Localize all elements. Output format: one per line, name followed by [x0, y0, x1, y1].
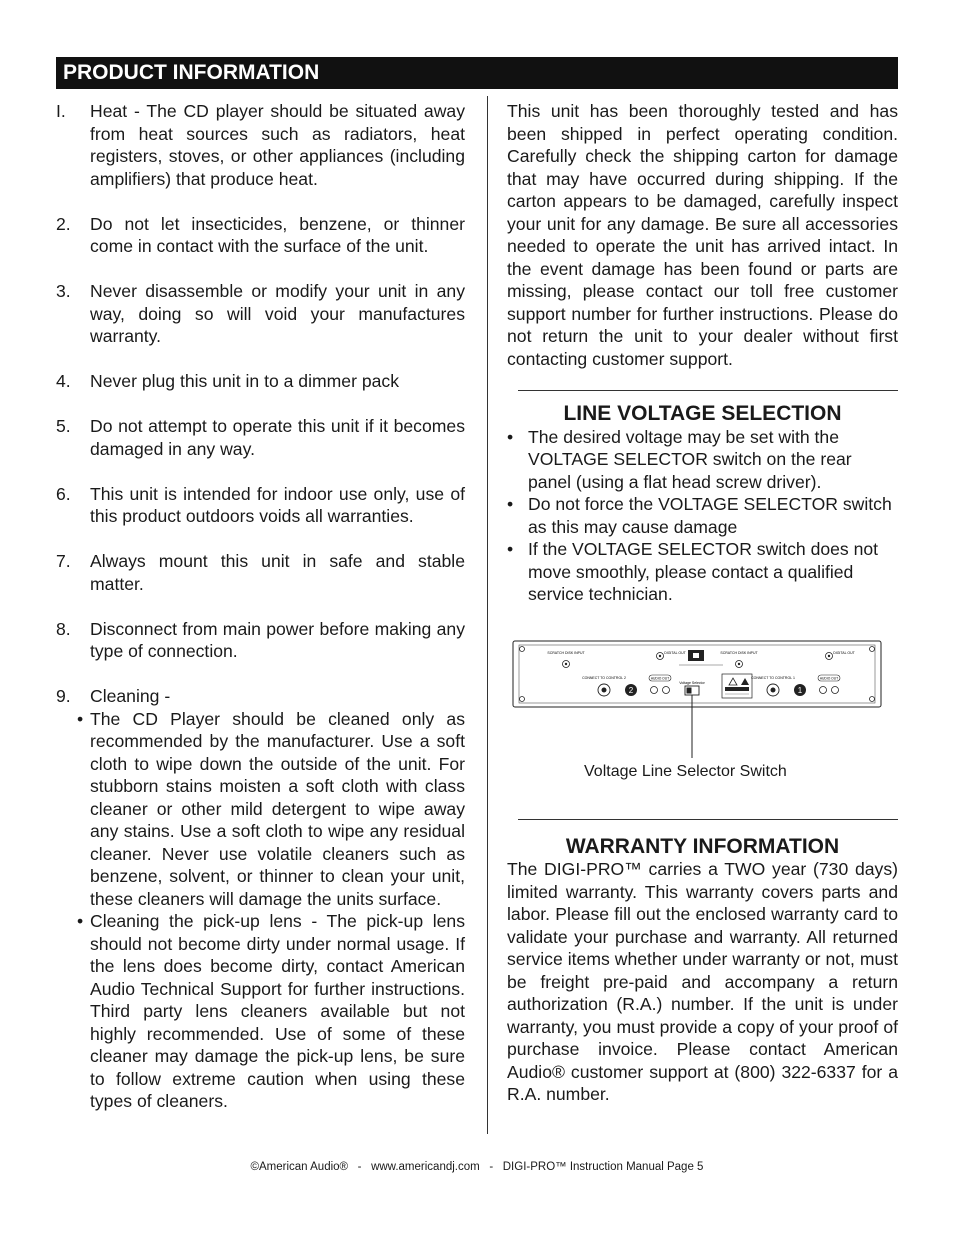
list-item [56, 370, 465, 393]
panel-number: 1 [797, 685, 803, 695]
panel-label: DIGITAL OUT [664, 650, 686, 655]
panel-label: AUDIO OUT [650, 676, 670, 680]
section-divider [518, 819, 898, 820]
warranty-heading: WARRANTY INFORMATION [565, 834, 840, 858]
left-column [56, 100, 465, 1113]
item-text: Never disassemble or modify your unit in any way, doing so will void your manufactures warranty. [90, 281, 465, 346]
list-item [56, 685, 465, 708]
item-text: Always mount this unit in safe and stable matter. [90, 551, 465, 594]
voltage-bullet [507, 426, 898, 494]
warranty-paragraph: The DIGI-PRO™ carries a TWO year (730 days) limited warranty. This warranty covers parts and labor. Please fill out the enclosed warranty card to validate your purchase and warranty. All returned service items whether under warranty or not, must be freight pre-paid and accompany a return authorization (R.A.) number. If the unit is under warranty, you must provide a copy of your proof of purchase invoice. Please contact American Audio® customer support at (800) 322-6337 for a R.A. number. [507, 859, 898, 1104]
list-item [56, 618, 465, 663]
item-number: 2. [56, 213, 71, 234]
item-text: Never plug this unit in to a dimmer pack [90, 371, 400, 391]
item-number: 7. [56, 551, 71, 571]
right-column [507, 100, 898, 1106]
item-text: This unit is intended for indoor use only, use of this product outdoors voids all warranties. [90, 483, 465, 526]
panel-label: Voltage Selector [679, 680, 705, 685]
item-text: Do not attempt to operate this unit if it becomes damaged in any way. [90, 416, 465, 459]
voltage-text: The desired voltage may be set with the VOLTAGE SELECTOR switch on the rear panel (using a flat head screw driver). [528, 426, 852, 492]
bullet-icon: • [507, 494, 514, 514]
voltage-text: Do not force the VOLTAGE SELECTOR switch as this may cause damage [528, 494, 892, 537]
item-number: 3. [56, 281, 71, 301]
voltage-list [507, 426, 898, 606]
voltage-bullet [507, 538, 898, 606]
panel-label: AUDIO OUT [819, 676, 839, 680]
item-text: Heat - The CD player should be situated away from heat sources such as radiators, heat registers, stoves, or other appliances (including amplifiers) that produce heat. [90, 101, 465, 189]
list-item [56, 213, 465, 258]
panel-number: 2 [628, 685, 634, 695]
bullet-icon: • [77, 911, 84, 931]
footer-page-label: DIGI-PRO™ Instruction Manual Page 5 [502, 1161, 704, 1173]
section-header [56, 57, 898, 89]
item-number: 9. [56, 686, 71, 706]
list-item [56, 483, 465, 528]
cleaning-list [56, 708, 465, 1113]
cleaning-bullet [77, 910, 465, 1113]
panel-label: CONNECT TO CONTROL 1 [751, 675, 795, 680]
list-item [56, 100, 465, 190]
panel-label: CONNECT TO CONTROL 2 [582, 675, 626, 680]
item-number: 8. [56, 618, 71, 639]
footer-separator: - [489, 1161, 494, 1173]
cleaning-bullet [77, 708, 465, 911]
cleaning-text: The CD Player should be cleaned only as recommended by the manufacturer. Use a soft cloth to wipe down the outside of the unit. For stubborn stains moisten a soft cloth with class cleaner or other mild detergent to wipe away any stains. Use a soft cloth to wipe any residual cleaner. Never use volatile cleaners such as benzene, solvent, or thinner to clean your unit, these cleaners will damage the units surface. [90, 708, 465, 909]
voltage-bullet [507, 493, 898, 538]
rear-panel-figure [507, 623, 898, 798]
column-divider [487, 96, 488, 1134]
footer-separator: - [357, 1161, 362, 1173]
item-number: 4. [56, 371, 71, 391]
item-number: I. [56, 101, 66, 121]
voltage-heading: LINE VOLTAGE SELECTION [563, 402, 842, 425]
footer-url: www.americandj.com [371, 1161, 480, 1173]
cleaning-text: Cleaning the pick-up lens - The pick-up lens should not become dirty under normal usage. If the lens does become dirty, contact American Audio Technical Support for further instructions. Third party lens cleaners available but not highly recommended. Use of some of these cleaner may damage the pick-up lens, be sure to follow extreme caution when using these types of cleaners. [90, 911, 465, 1111]
bullet-icon: • [507, 539, 514, 559]
item-number: 5. [56, 416, 71, 436]
bullet-icon: • [507, 426, 514, 447]
panel-label: SCRATCH DISK INPUT [547, 650, 585, 655]
item-text: Do not let insecticides, benzene, or thinner come in contact with the surface of the unit. [90, 213, 465, 256]
list-item [56, 550, 465, 595]
section-title: PRODUCT INFORMATION [63, 61, 320, 84]
list-item [56, 280, 465, 348]
bullet-icon: • [77, 708, 84, 729]
item-text: Disconnect from main power before making any type of connection. [90, 618, 465, 661]
intro-paragraph: This unit has been thoroughly tested and has been shipped in perfect operating condition. Carefully check the shipping carton for damage that may have occurred during shipping. If the carton appears to be damaged, carefully inspect your unit for any damage. Be sure all accessories needed to operate the unit has arrived intact. In the event damage has been found or parts are missing, please contact our toll free customer support number for further instructions. Please do not return the unit to your dealer without first contacting customer support. [507, 101, 898, 369]
section-divider [518, 390, 898, 391]
panel-label: DIGITAL OUT [833, 650, 855, 655]
item-text: Cleaning - [90, 686, 171, 706]
page-footer [0, 1161, 954, 1173]
item-number: 6. [56, 483, 71, 504]
voltage-text: If the VOLTAGE SELECTOR switch does not move smoothly, please contact a qualified service technician. [528, 539, 879, 604]
footer-copyright: ©American Audio® [250, 1161, 349, 1173]
panel-label: SCRATCH DISK INPUT [720, 650, 758, 655]
list-item [56, 415, 465, 460]
panel-caption: Voltage Line Selector Switch [584, 762, 787, 780]
